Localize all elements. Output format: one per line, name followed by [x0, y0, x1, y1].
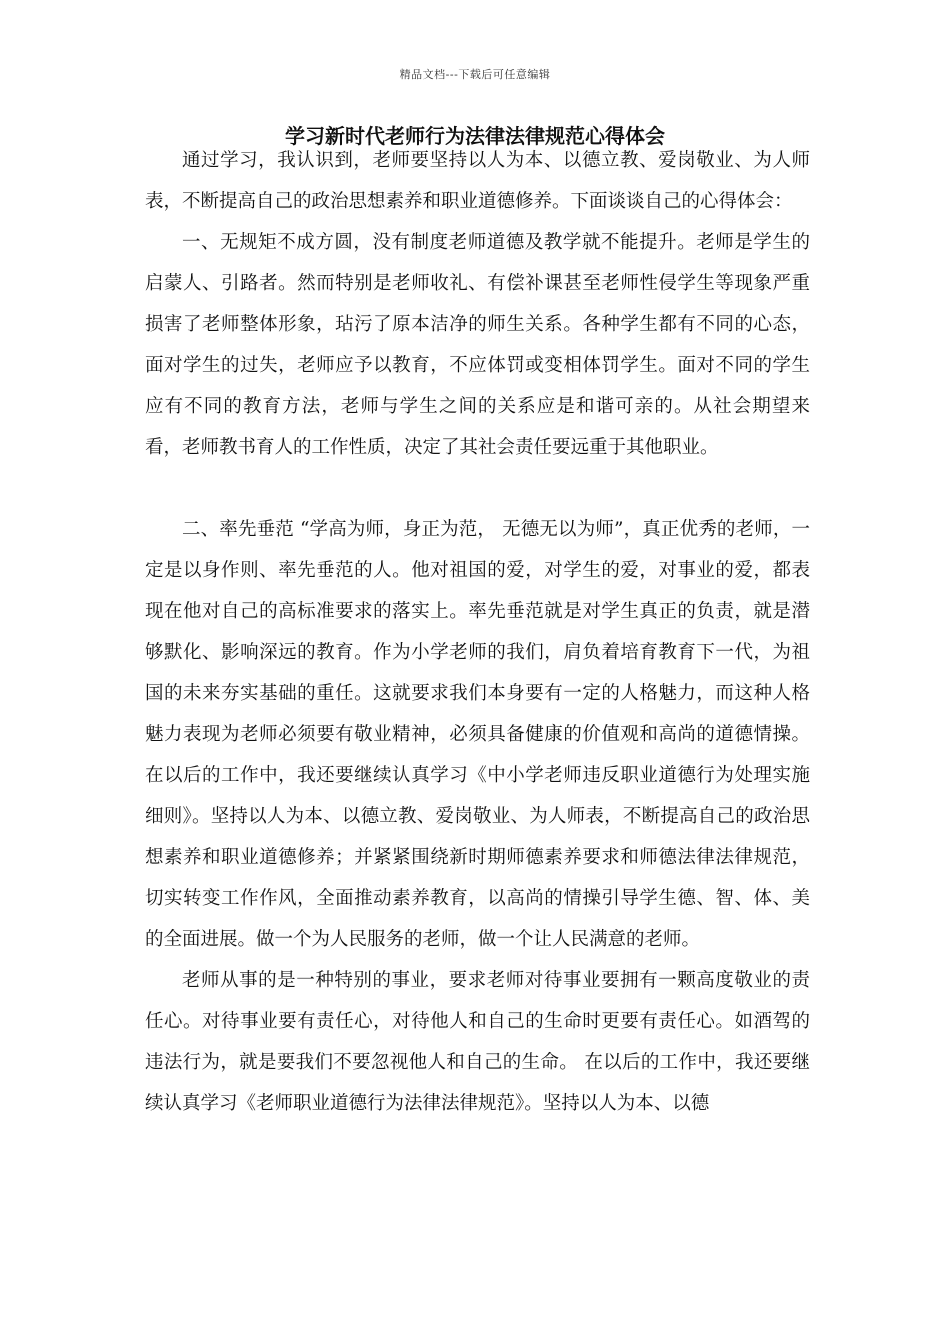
document-body	[145, 140, 810, 1124]
document-title: 学习新时代老师行为法律法律规范心得体会	[285, 124, 665, 148]
header-note: 精品文档---下载后可任意编辑	[399, 68, 551, 81]
paragraph-intro: 通过学习，我认识到，老师要坚持以人为本、以德立教、爱岗敬业、为人师表，不断提高自己的政治思想素养和职业道德修养。下面谈谈自己的心得体会：	[145, 150, 810, 212]
paragraph-section-one: 一、无规矩不成方圆，没有制度老师道德及教学就不能提升。老师是学生的启蒙人、引路者。然而特别是老师收礼、有偿补课甚至老师性侵学生等现象严重损害了老师整体形象，玷污了原本洁净的师生关系。各种学生都有不同的心态，面对学生的过失，老师应予以教育，不应体罚或变相体罚学生。面对不同的学生应有不同的教育方法，老师与学生之间的关系应是和谐可亲的。从社会期望来看，老师教书育人的工作性质，决定了其社会责任要远重于其他职业。	[145, 232, 810, 458]
paragraph-responsibility: 老师从事的是一种特别的事业，要求老师对待事业要拥有一颗高度敬业的责任心。对待事业要有责任心，对待他人和自己的生命时更要有责任心。如酒驾的违法行为，就是要我们不要忽视他人和自己的生命。 在以后的工作中，我还要继续认真学习《老师职业道德行为法律法律规范》。坚持以人为本、以德	[145, 970, 810, 1114]
blank-line	[145, 468, 810, 509]
paragraph-section-two: 二、率先垂范 “学高为师，身正为范， 无德无以为师”，真正优秀的老师，一定是以身作则、率先垂范的人。他对祖国的爱，对学生的爱，对事业的爱，都表现在他对自己的高标准要求的落实上。率先垂范就是对学生真正的负责，就是潜够默化、影响深远的教育。作为小学老师的我们，肩负着培育教育下一代，为祖国的未来夯实基础的重任。这就要求我们本身要有一定的人格魅力，而这种人格魅力表现为老师必须要有敬业精神，必须具备健康的价值观和高尚的道德情操。在以后的工作中，我还要继续认真学习《中小学老师违反职业道德行为处理实施细则》。坚持以人为本、以德立教、爱岗敬业、为人师表，不断提高自己的政治思想素养和职业道德修养；并紧紧围绕新时期师德素养要求和师德法律法律规范，切实转变工作作风，全面推动素养教育，以高尚的情操引导学生德、智、体、美的全面进展。做一个为人民服务的老师，做一个让人民满意的老师。	[145, 519, 810, 950]
